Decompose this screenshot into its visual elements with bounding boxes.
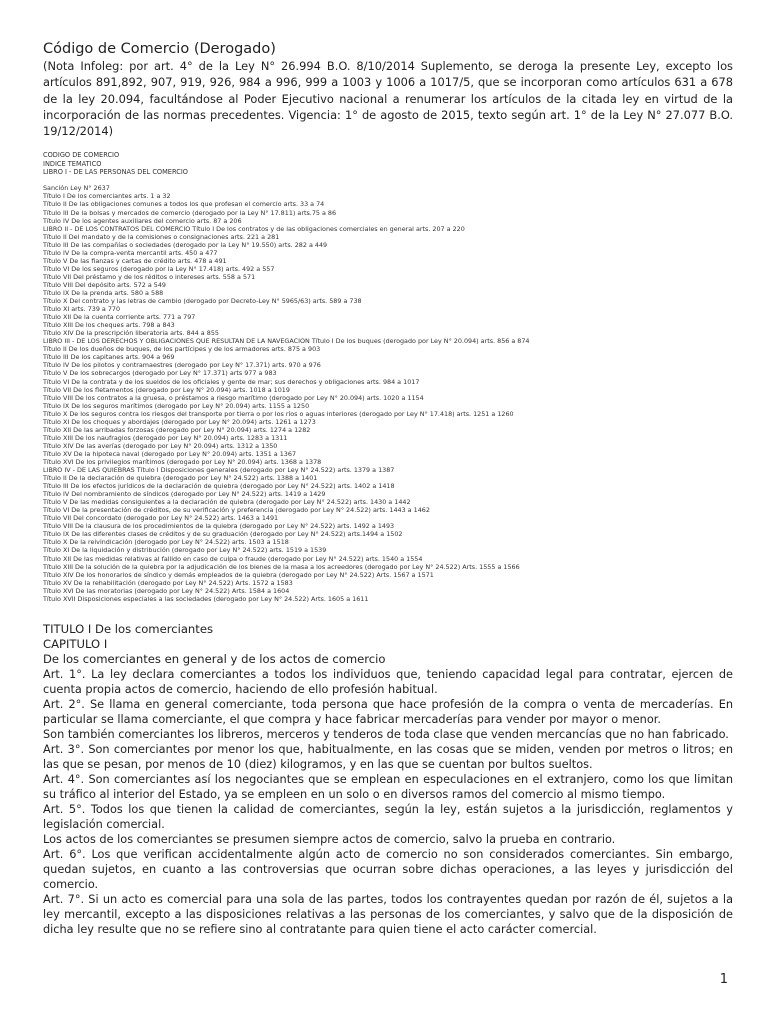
article-paragraph: Art. 3°. Son comerciantes por menor los que, habitualmente, en las cosas que se miden, venden por metros o litros; en las que se pesan, por menos de 10 (diez) kilogramos, y en las que se cuentan por bultos sueltos. <box>43 742 733 771</box>
section-titles <box>43 622 733 667</box>
index-entry: Título VI De la presentación de créditos, de su verificación y preferencia (derogado por Ley N° 24.522) arts. 1443 a 1462 <box>43 506 430 515</box>
index-entry: Título III De la bolsas y mercados de comercio (derogado por la Ley N° 17.811) arts.75 a 86 <box>43 208 337 217</box>
index-entry: Título XIII De la solución de la quiebra por la adjudicación de los bienes de la masa a los acreedores (derogado por Ley N° 24.522) Arts. 1555 a 1566 <box>43 562 520 571</box>
index-entry: Título V De los sobrecargos (derogado por Ley N° 17.371) arts 977 a 983 <box>43 369 277 378</box>
articles <box>43 667 733 937</box>
article-paragraph: Los actos de los comerciantes se presumen siempre actos de comercio, salvo la prueba en contrario. <box>43 832 616 846</box>
index-entry: Título II De las obligaciones comunes a todos los que profesan el comercio arts. 33 a 74 <box>43 200 325 209</box>
thematic-index <box>43 184 733 602</box>
index-entry: Título VIII Del depósito arts. 572 a 549 <box>43 280 166 289</box>
index-entry: Título VII Del concordato (derogado por Ley N° 24.522) arts. 1463 a 1491 <box>43 514 279 523</box>
index-entry: Título X De la reivindicación (derogado por Ley N° 24.522) arts. 1503 a 1518 <box>43 538 289 547</box>
index-entry: LIBRO IV - DE LAS QUIEBRAS Título I Disposiciones generales (derogado por Ley N° 24.522) arts. 1379 a 1387 <box>43 466 395 475</box>
article-paragraph: Art. 1°. La ley declara comerciantes a todos los individuos que, teniendo capacidad legal para contratar, ejercen de cuenta propia actos de comercio, haciendo de ello profesión habitual. <box>43 667 733 696</box>
index-entry: Título XVI De los privilegios marítimos (derogado por Ley N° 20.094) arts. 1368 a 1378 <box>43 457 322 466</box>
section-title: De los comerciantes en general y de los actos de comercio <box>43 651 386 666</box>
index-header-line: CODIGO DE COMERCIO <box>43 151 120 160</box>
index-entry: Título XII De las arribadas forzosas (derogado por Ley N° 20.094) arts. 1274 a 1282 <box>43 425 311 434</box>
index-entry: Título XVII Disposiciones especiales a las sociedades (derogado por Ley N° 24.522) Arts. 1605 a 1611 <box>43 594 369 603</box>
index-entry: LIBRO II - DE LOS CONTRATOS DEL COMERCIO Título I De los contratos y de las obligaciones comerciales en general arts. 207 a 220 <box>43 224 465 233</box>
index-entry: Título I De los comerciantes arts. 1 a 32 <box>43 192 171 201</box>
index-entry: Título VII Del préstamo y de los réditos o intereses arts. 558 a 571 <box>43 272 256 281</box>
index-entry: Título V De las medidas consiguientes a la declaración de quiebra (derogado por Ley N° 24.522) arts. 1430 a 1442 <box>43 498 411 507</box>
index-entry: Título IV De los agentes auxiliares del comercio arts. 87 a 206 <box>43 216 242 225</box>
index-header-line: INDICE TEMATICO <box>43 159 102 168</box>
index-entry: Título XIII De los cheques arts. 798 a 843 <box>43 321 175 330</box>
index-header <box>43 151 733 176</box>
index-entry: Título X De los seguros contra los riesgos del transporte por tierra o por los ríos o aguas interiores (derogado por Ley N° 17.418) arts. 1251 a 1260 <box>43 409 514 418</box>
article-paragraph: Art. 6°. Los que verifican accidentalmente algún acto de comercio no son considerados comerciantes. Sin embargo, quedan sujetos, en cuanto a las controversias que ocurran sobre dichas operaciones, a las leyes y jurisdicción del comercio. <box>43 847 733 891</box>
index-entry: Título XI De los choques y abordajes (derogado por Ley N° 20.094) arts. 1261 a 1273 <box>43 417 316 426</box>
index-entry: Título XI De la liquidación y distribución (derogado por Ley N° 24.522) arts. 1519 a 1539 <box>43 546 327 555</box>
index-entry: Título IV De los pilotos y contramaestres (derogado por Ley N° 17.371) arts. 970 a 976 <box>43 361 321 370</box>
index-entry: Título II De los dueños de buques, de los partícipes y de los armadores arts. 875 a 903 <box>43 345 321 354</box>
index-entry: Título XIV De las averías (derogado por Ley N° 20.094) arts. 1312 a 1350 <box>43 441 278 450</box>
article-paragraph: Art. 7°. Si un acto es comercial para una sola de las partes, todos los contrayentes quedan por razón de él, sujetos a la ley mercantil, excepto a las disposiciones relativas a las personas de los comerciantes, y salvo que de la disposición de dicha ley resulte que no se refiere sino al contratante para quien tiene el acto carácter comercial. <box>43 892 733 936</box>
index-entry: Título IX De la prenda arts. 580 a 588 <box>43 288 164 297</box>
index-entry: Título VIII De los contratos a la gruesa, o préstamos a riesgo marítimo (derogado por Ley N° 20.094) arts. 1020 a 1154 <box>43 393 424 402</box>
index-entry: Título IX De los seguros marítimos (derogado por Ley N° 20.094) arts. 1155 a 1250 <box>43 401 310 410</box>
index-entry: Título XII De las medidas relativas al fallido en caso de culpa o fraude (derogado por Ley N° 24.522) arts. 1540 a 1554 <box>43 554 423 563</box>
index-entry: Título XII De la cuenta corriente arts. 771 a 797 <box>43 313 196 322</box>
index-entry: Título X Del contrato y las letras de cambio (derogado por Decreto-Ley N° 5965/63) arts. 589 a 738 <box>43 297 362 306</box>
article-paragraph: Art. 5°. Todos los que tienen la calidad de comerciantes, según la ley, están sujetos a la jurisdicción, reglamentos y legislación comercial. <box>43 802 733 831</box>
index-entry: Título XIV De la prescripción liberatoria arts. 844 a 855 <box>43 329 219 338</box>
index-entry: Título VI De los seguros (derogado por la Ley N° 17.418) arts. 492 a 557 <box>43 264 275 273</box>
index-entry: Título VIII De la clausura de los procedimientos de la quiebra (derogado por Ley N° 24.522) arts. 1492 a 1493 <box>43 522 395 531</box>
document-title: Código de Comercio (Derogado) <box>43 41 276 57</box>
index-entry: Título XI arts. 739 a 770 <box>43 305 121 314</box>
index-entry: Título XV De la hipoteca naval (derogado por Ley N° 20.094) arts. 1351 a 1367 <box>43 449 297 458</box>
index-entry: LIBRO III - DE LOS DERECHOS Y OBLIGACIONES QUE RESULTAN DE LA NAVEGACION Título I De los buques (derogado por Ley N° 20.094) arts. 856 a 874 <box>43 337 530 346</box>
index-entry: Título IV Del nombramiento de síndicos (derogado por Ley N° 24.522) arts. 1419 a 1429 <box>43 490 326 499</box>
page-number: 1 <box>719 972 728 987</box>
section-title: TITULO I De los comerciantes <box>43 621 213 636</box>
index-entry: Título VII De los fletamentos (derogado por Ley N° 20.094) arts. 1018 a 1019 <box>43 385 290 394</box>
index-entry: Título IX De las diferentes clases de créditos y de su graduación (derogado por Ley N° 24.522) arts.1494 a 1502 <box>43 530 403 539</box>
index-header-line: LIBRO I - DE LAS PERSONAS DEL COMERCIO <box>43 168 188 177</box>
index-entry: Sanción Ley N° 2637 <box>43 184 110 193</box>
index-entry: Título II Del mandato y de la comisiones o consignaciones arts. 221 a 281 <box>43 232 280 241</box>
index-entry: Título XVI De las moratorias (derogado por Ley N° 24.522) Arts. 1584 a 1604 <box>43 586 290 595</box>
index-entry: Título VI De la contrata y de los sueldos de los oficiales y gente de mar; sus derechos y obligaciones arts. 984 a 1017 <box>43 377 420 386</box>
index-entry: Título XIV De los honorarios de síndico y demás empleados de la quiebra (derogado por Ley N° 24.522) Arts. 1567 a 1571 <box>43 570 434 579</box>
index-entry: Título III De los efectos jurídicos de la declaración de quiebra (derogado por Ley N° 24.522) arts. 1402 a 1418 <box>43 482 395 491</box>
infoleg-note: (Nota Infoleg: por art. 4° de la Ley N° 26.994 B.O. 8/10/2014 Suplemento, se deroga la presente Ley, excepto los artículos 891,892, 907, 919, 926, 984 a 996, 999 a 1003 y 1006 a 1017/5, que se incorporan como artículos 631 a 678 de la ley 20.094, facultándose al Poder Ejecutivo nacional a renumerar los artículos de la citada ley en virtud de la incorporación de las normas precedentes. Vigencia: 1° de agosto de 2015, texto según art. 1° de la Ley N° 27.077 B.O. 19/12/2014) <box>43 59 733 139</box>
article-paragraph: Art. 4°. Son comerciantes así los negociantes que se emplean en especulaciones en el extranjero, como los que limitan su tráfico al interior del Estado, ya se empleen en un solo o en diversos ramos del comercio al mismo tiempo. <box>43 772 733 801</box>
index-entry: Título IV De la compra-venta mercantil arts. 450 a 477 <box>43 248 218 257</box>
index-entry: Título V De las fianzas y cartas de crédito arts. 478 a 491 <box>43 256 227 265</box>
index-entry: Título II De la declaración de quiebra (derogado por Ley N° 24.522) arts. 1388 a 1401 <box>43 474 318 483</box>
index-entry: Título XV De la rehabilitación (derogado por Ley N° 24.522) Arts. 1572 a 1583 <box>43 578 293 587</box>
article-paragraph: Art. 2°. Se llama en general comerciante, toda persona que hace profesión de la compra o venta de mercaderías. En particular se llama comerciante, el que compra y hace fabricar mercaderías para vender por mayor o menor. <box>43 697 733 726</box>
index-entry: Título III De las compañías o sociedades (derogado por la Ley N° 19.550) arts. 282 a 449 <box>43 240 328 249</box>
index-entry: Título III De los capitanes arts. 904 a 969 <box>43 353 175 362</box>
article-paragraph: Son también comerciantes los libreros, merceros y tenderos de toda clase que venden mercancías que no han fabricado. <box>43 727 729 741</box>
index-entry: Título XIII De los naufragios (derogado por Ley N° 20.094) arts. 1283 a 1311 <box>43 433 288 442</box>
document-page <box>43 40 733 937</box>
section-title: CAPITULO I <box>43 636 108 651</box>
